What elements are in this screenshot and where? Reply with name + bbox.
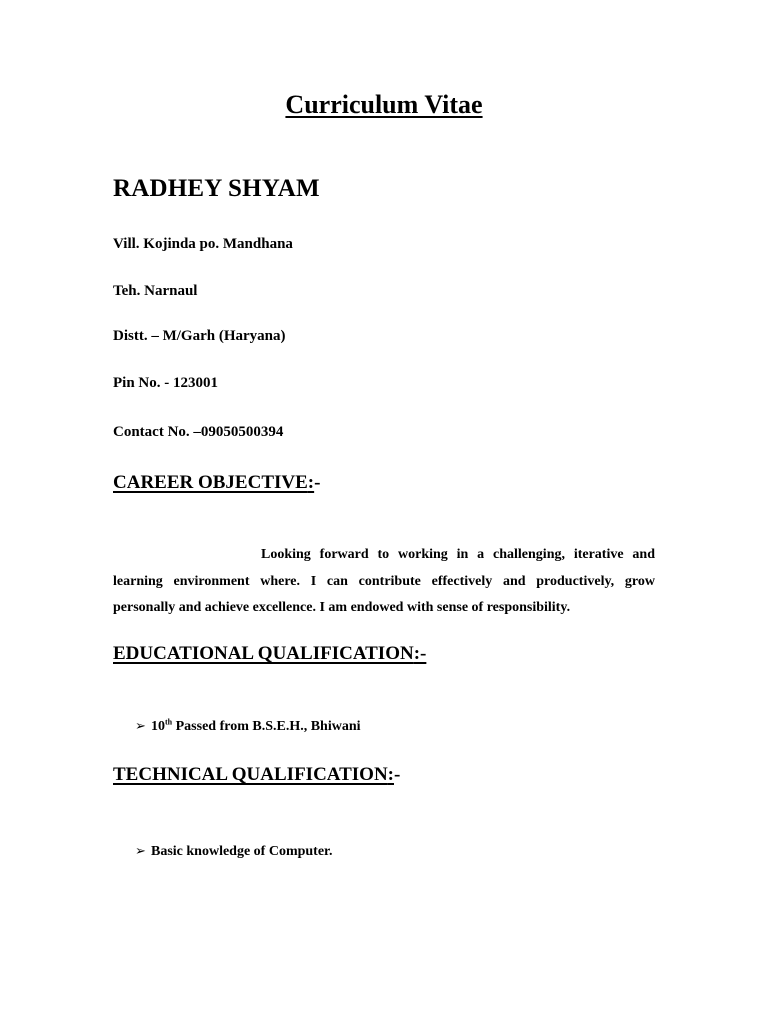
career-objective-heading (113, 472, 320, 494)
candidate-name: RADHEY SHYAM (113, 175, 320, 202)
educational-qualification-heading-suffix: :- (413, 643, 427, 664)
address-tehsil: Teh. Narnaul (113, 283, 198, 299)
technical-qualification-heading (113, 764, 400, 786)
arrow-bullet-icon: ➢ (135, 719, 146, 734)
technical-qualification-heading-text: TECHNICAL QUALIFICATION (113, 764, 388, 785)
educational-qualification-item (135, 719, 361, 735)
technical-qualification-item (135, 844, 333, 860)
contact-number: Contact No. –09050500394 (113, 424, 284, 440)
address-village: Vill. Kojinda po. Mandhana (113, 236, 293, 252)
career-objective-text: Looking forward to working in a challenging, iterative and learning environment where. I can contribute effectively and productively, grow personally and achieve excellence. I am endowed with sense of responsibility. (113, 547, 655, 615)
technical-qualification-heading-colon: : (387, 764, 394, 785)
qualification-class-suffix: th (165, 717, 173, 727)
career-objective-heading-dash: - (314, 472, 321, 493)
technical-qualification-heading-dash: - (394, 764, 401, 785)
educational-qualification-heading (113, 643, 426, 665)
technical-skill-text: Basic knowledge of Computer. (151, 844, 333, 859)
educational-qualification-heading-text: EDUCATIONAL QUALIFICATION (113, 643, 414, 664)
address-district: Distt. – M/Garh (Haryana) (113, 328, 286, 344)
career-objective-heading-colon: : (307, 472, 315, 493)
arrow-bullet-icon: ➢ (135, 844, 146, 859)
career-objective-heading-text: CAREER OBJECTIVE (113, 472, 308, 493)
document-title: Curriculum Vitae (285, 90, 483, 119)
qualification-board-text: Passed from B.S.E.H., Bhiwani (172, 719, 361, 734)
address-pin: Pin No. - 123001 (113, 375, 218, 391)
qualification-class-number: 10 (151, 719, 165, 734)
